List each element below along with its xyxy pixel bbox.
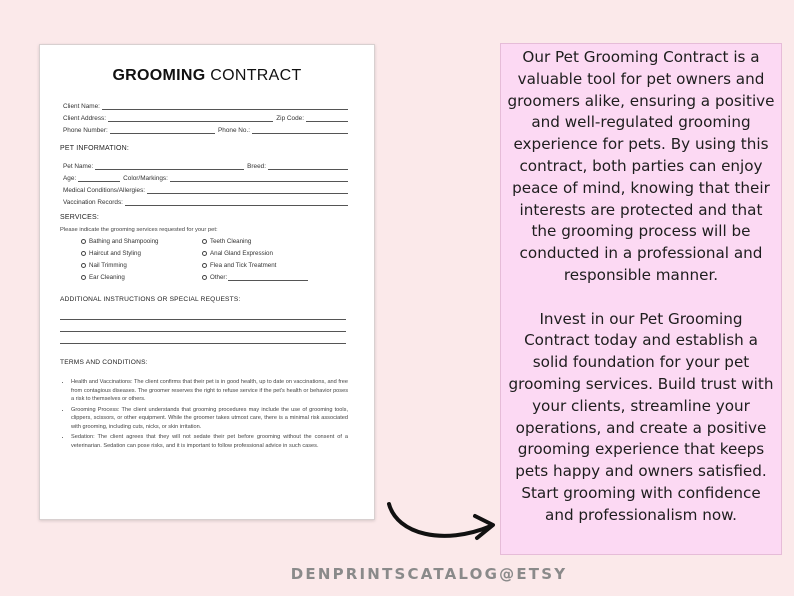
phone-no-label: Phone No.: (218, 127, 250, 134)
pet-name-row (63, 160, 348, 170)
service-label: Anal Gland Expression (210, 250, 273, 257)
vaccination-records-label: Vaccination Records: (63, 199, 123, 206)
age-row (63, 172, 348, 182)
services-heading: SERVICES: (60, 214, 100, 221)
service-label: Bathing and Shampooing (89, 238, 159, 245)
age-label: Age: (63, 175, 77, 182)
phone-row (63, 124, 348, 134)
term-sedation: • Sedation: The client agrees that they will not sedate their pet before grooming without the consent of a veterinarian. Sedation can pose risks, and it is important to follow professional advice in such cases. (71, 433, 348, 450)
title-rest-word: CONTRACT (210, 67, 302, 84)
pet-info-heading: PET INFORMATION: (60, 145, 130, 152)
service-option-anal-gland[interactable] (202, 250, 273, 257)
phone-number-line[interactable] (110, 127, 215, 134)
vaccination-row (63, 196, 348, 206)
service-label: Flea and Tick Treatment (210, 262, 277, 269)
instructions-line[interactable] (60, 343, 346, 344)
service-option-nail-trimming[interactable] (81, 262, 127, 269)
client-address-line[interactable] (108, 115, 273, 122)
term-grooming-process: • Grooming Process: The client understands that grooming procedures may include the use of grooming tools, clippers, scissors, or other equipment. While the groomer takes utmost care, there is a minimal risk associated with grooming, including cuts, nicks, or skin irritation. (71, 406, 348, 432)
shop-footer-text: DENPRINTSCATALOG@ETSY (290, 565, 568, 583)
service-label: Nail Trimming (89, 262, 127, 269)
medical-conditions-label: Medical Conditions/Allergies: (63, 187, 146, 194)
curved-arrow-icon (383, 498, 499, 548)
radio-circle-icon[interactable] (202, 239, 207, 244)
client-name-line[interactable] (102, 103, 348, 110)
radio-circle-icon[interactable] (202, 263, 207, 268)
title-bold-word: GROOMING (112, 67, 206, 84)
radio-circle-icon[interactable] (81, 251, 86, 256)
radio-circle-icon[interactable] (81, 239, 86, 244)
instructions-line[interactable] (60, 331, 346, 332)
service-label: Haircut and Styling (89, 250, 141, 257)
phone-number-label: Phone Number: (63, 127, 108, 134)
client-name-label: Client Name: (63, 103, 100, 110)
service-option-flea-tick[interactable] (202, 262, 276, 269)
terms-heading: TERMS AND CONDITIONS: (60, 359, 148, 366)
service-label: Ear Cleaning (89, 274, 125, 281)
instructions-heading: ADDITIONAL INSTRUCTIONS OR SPECIAL REQUESTS: (60, 296, 241, 303)
phone-no-line[interactable] (252, 127, 348, 134)
contract-document (39, 44, 375, 520)
service-option-other[interactable] (202, 274, 308, 281)
zip-code-line[interactable] (306, 115, 348, 122)
service-option-bathing[interactable] (81, 238, 159, 245)
radio-circle-icon[interactable] (81, 275, 86, 280)
radio-circle-icon[interactable] (81, 263, 86, 268)
contract-title (40, 67, 374, 85)
other-service-line[interactable] (228, 275, 308, 281)
radio-circle-icon[interactable] (202, 251, 207, 256)
radio-circle-icon[interactable] (202, 275, 207, 280)
client-name-row (63, 100, 348, 110)
promo-text (507, 47, 775, 548)
medical-row (63, 184, 348, 194)
services-note: Please indicate the grooming services requested for your pet: (60, 227, 218, 233)
pet-name-label: Pet Name: (63, 163, 94, 170)
service-option-ear-cleaning[interactable] (81, 274, 125, 281)
color-markings-line[interactable] (170, 175, 348, 182)
pet-name-line[interactable] (95, 163, 244, 170)
promo-paragraph-1: Our Pet Grooming Contract is a valuable tool for pet owners and groomers alike, ensuring a positive and well-regulated grooming experience for pets. By using this contract, both parties can enjoy peace of mind, knowing that their interests are protected and that the grooming process will be conducted in a professional and responsible manner. (507, 48, 775, 284)
service-label: Other: (210, 274, 228, 281)
service-option-haircut[interactable] (81, 250, 141, 257)
breed-label: Breed: (247, 163, 266, 170)
terms-list (64, 378, 348, 452)
service-label: Teeth Cleaning (210, 238, 252, 245)
zip-code-label: Zip Code: (276, 115, 304, 122)
client-address-row (63, 112, 348, 122)
color-markings-label: Color/Markings: (123, 175, 168, 182)
instructions-line[interactable] (60, 319, 346, 320)
age-line[interactable] (78, 175, 120, 182)
promo-box (500, 43, 782, 555)
client-address-label: Client Address: (63, 115, 106, 122)
service-option-teeth-cleaning[interactable] (202, 238, 251, 245)
vaccination-records-line[interactable] (125, 199, 348, 206)
breed-line[interactable] (268, 163, 348, 170)
term-health-vaccinations: • Health and Vaccinations: The client confirms that their pet is in good health, up to date on vaccinations, and free from contagious diseases. The groomer reserves the right to refuse service if the pet's health or behavior poses a risk to themselves or others. (71, 378, 348, 404)
promo-paragraph-2: Invest in our Pet Grooming Contract today and establish a solid foundation for your pet grooming services. Build trust with your clients, streamline your operations, and create a positive grooming experience that keeps pets happy and owners satisfied. Start grooming with confidence and professionalism now. (508, 309, 774, 524)
medical-conditions-line[interactable] (147, 187, 348, 194)
